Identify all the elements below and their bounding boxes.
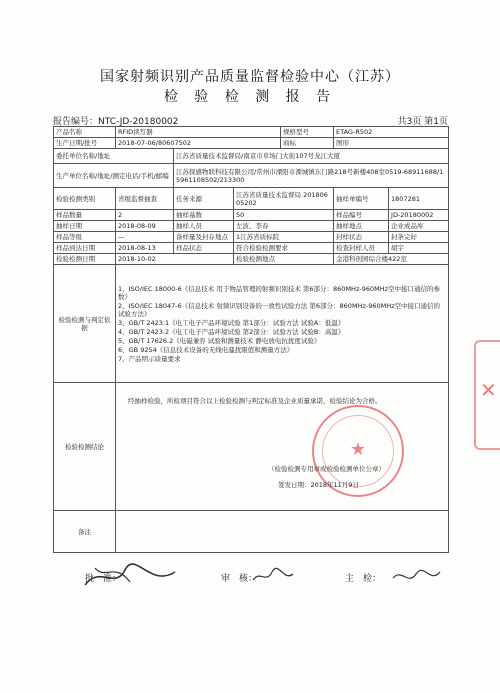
approve-label: 批 准：	[85, 574, 122, 584]
task-source-value: 江苏省质量技术监督局 20180605202	[234, 188, 334, 210]
review-label: 审 核：	[221, 574, 258, 584]
table-row	[54, 511, 449, 553]
table-row	[54, 188, 449, 210]
report-title: 国家射频识别产品质量监督检验中心（江苏）	[100, 69, 400, 85]
sample-no-value: JD-20180002	[389, 210, 449, 221]
arrival-label: 样品到达日期	[54, 243, 116, 254]
model-label: 规格型号	[281, 127, 334, 138]
basis-item: 6、GB 9254《信息技术设备的无线电骚扰限值和测量方法》	[118, 345, 294, 354]
conclusion-text: 经抽样检验，所检项目符合以上检验检测与判定标准及企业质量承诺，检验结论为合格。	[128, 396, 382, 405]
sample-qty-value: 2	[116, 210, 174, 221]
location-value: 金港科创园综合楼422室	[334, 254, 449, 265]
x-mark-icon: ✕	[480, 378, 497, 402]
page-info: 共3页 第1页	[397, 117, 448, 127]
remark-value	[116, 511, 449, 553]
table-row	[54, 138, 449, 149]
report-number: 报告编号：NTC-JD-20180002	[53, 117, 179, 127]
place-value: 企业成品库	[389, 221, 449, 232]
sample-date-label: 抽样日期	[54, 221, 116, 232]
ship-label: 备样量及封存地点	[174, 232, 234, 243]
basis-label: 检验检测与判定依据	[54, 265, 116, 383]
client-label: 委托单位名称/地址	[54, 149, 174, 164]
basis-item: 1、ISO/IEC 18000-6《信息技术 用于物品管理的射频识别技术 第6部分：860MHz-960MHz空中接口通信的参数》	[118, 284, 441, 301]
notice-label: 抽样单编号	[334, 188, 389, 210]
brand-value: 图形	[334, 138, 449, 149]
ship-value: 1江苏省质标院	[234, 232, 334, 243]
base-qty-label: 抽样基数	[174, 210, 234, 221]
grade-value: —	[116, 232, 174, 243]
official-seal	[312, 405, 404, 497]
batch-label: 生产日期/批号	[54, 138, 116, 149]
notice-value: 1807281	[389, 188, 449, 210]
basis-item: 5、GB/T 17626.2《电磁兼容 试验和测量技术 静电放电抗扰度试验》	[118, 336, 321, 345]
producer-value: 江苏探感物联科技有限公司/常州市溧阳市溧城镇东门路218号新楼408室0519-68911688/15961108502/213300	[174, 164, 449, 188]
basis-item: 2、ISO/IEC 18047-6《信息技术 射频识别设备的一致性试验方法 第6部分：860MHz-960MHz空中接口通信的试验方法》	[118, 301, 441, 318]
remark-label: 备注	[54, 511, 116, 553]
task-source-label: 任务来源	[174, 188, 234, 210]
table-row	[54, 164, 449, 188]
conclusion-label: 检验检测结论	[54, 383, 116, 511]
state-value: 符合检验检测要求	[234, 243, 334, 254]
conclusion-stamp-note: （检验检测专用章或检验检测单位公章）	[268, 464, 385, 473]
seal-value: 封条完好	[389, 232, 449, 243]
report-subtitle: 检 验 检 测 报 告	[163, 89, 337, 105]
seal-label: 封样状态	[334, 232, 389, 243]
producer-label: 生产单位名称/地址/测定电话/手机/邮编	[54, 164, 174, 188]
reviewer-signature	[250, 566, 296, 586]
product-name-value: RFID读写器	[116, 127, 281, 138]
side-seal	[474, 340, 500, 450]
table-row	[54, 265, 449, 383]
sampler-label: 抽样人员	[174, 221, 234, 232]
place-label: 抽样地点	[334, 221, 389, 232]
base-qty-value: 50	[234, 210, 334, 221]
report-table	[53, 126, 449, 553]
sampler-value: 左波、李春	[234, 221, 334, 232]
table-row	[54, 149, 449, 164]
state-label: 样品状态	[174, 243, 234, 254]
table-row	[54, 232, 449, 243]
table-row	[54, 210, 449, 221]
arrival-value: 2018-08-13	[116, 243, 174, 254]
table-row	[54, 243, 449, 254]
inspector-signature	[390, 566, 442, 588]
table-row	[54, 254, 449, 265]
issue-date: 签发日期：2018年11月9日	[278, 480, 359, 489]
sample-date-value: 2018-08-09	[116, 221, 174, 232]
examiner-label: 检查封样人员	[334, 243, 389, 254]
sample-qty-label: 样品数量	[54, 210, 116, 221]
client-value: 江苏省质量技术监督局/南京市草场门大街107号龙江大厦	[174, 149, 449, 164]
basis-list	[116, 265, 449, 383]
table-row	[54, 221, 449, 232]
location-label: 检验检测地点	[234, 254, 334, 265]
product-name-label: 产品名称	[54, 127, 116, 138]
inspection-type-label: 检验检测类别	[54, 188, 116, 210]
table-row	[54, 127, 449, 138]
finish-label: 检验检测日期	[54, 254, 116, 265]
model-value: ETAG-R502	[334, 127, 449, 138]
main-inspector-label: 主 检：	[345, 574, 382, 584]
sample-no-label: 样品编号	[334, 210, 389, 221]
brand-label: 商标	[281, 138, 334, 149]
basis-item: 7、产品明示质量要求	[118, 354, 181, 363]
basis-item: 3、GB/T 2423.1《电工电子产品环境试验 第1部分：试验方法 试验A：低温》	[118, 318, 345, 327]
batch-value: 2018-07-06/80607502	[116, 138, 281, 149]
basis-item: 4、GB/T 2423.2《电工电子产品环境试验 第2部分：试验方法 试验B：高温》	[118, 327, 345, 336]
finish-value: 2018-10-02	[116, 254, 234, 265]
star-icon: ★	[349, 439, 367, 460]
approver-signature	[80, 560, 180, 594]
grade-label: 样品等级	[54, 232, 116, 243]
examiner-value: 胡宇	[389, 243, 449, 254]
inspection-type-value: 省级监督抽查	[116, 188, 174, 210]
